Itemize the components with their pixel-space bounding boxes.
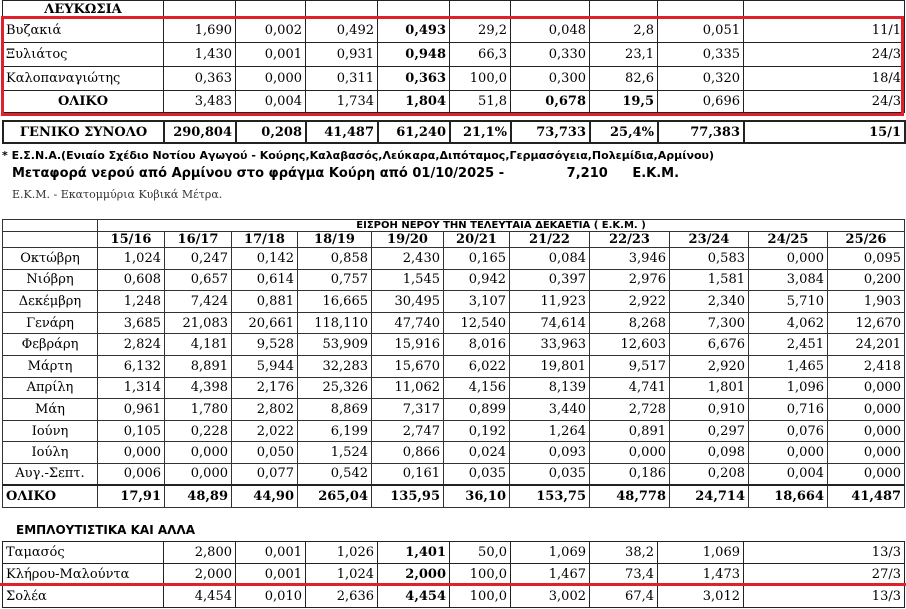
value-cell: 66,3 (450, 43, 511, 67)
value-cell: 1,096 (749, 377, 828, 399)
value-cell: 4,156 (444, 377, 510, 399)
value-cell: 2,176 (232, 377, 298, 399)
value-cell: 67,4 (590, 586, 658, 608)
value-cell: 61,240 (378, 121, 450, 143)
region-table (2, 0, 905, 113)
value-cell: 1,024 (306, 564, 378, 586)
value-cell: 0,000 (828, 442, 905, 464)
value-cell: 2,000 (164, 564, 236, 586)
value-cell: 100,0 (450, 586, 511, 608)
value-cell: 3,483 (164, 91, 236, 113)
value-cell: 2,451 (749, 334, 828, 356)
table-row (3, 399, 905, 421)
value-cell: 0,881 (232, 291, 298, 313)
value-cell: 25,326 (298, 377, 372, 399)
value-cell: 0,614 (232, 269, 298, 291)
value-cell: 0,192 (444, 420, 510, 442)
value-cell: 4,398 (165, 377, 232, 399)
value-cell: 73,733 (511, 121, 590, 143)
value-cell: 33,963 (510, 334, 590, 356)
table-row (3, 564, 905, 586)
month-label: Νιόβρη (3, 269, 98, 291)
value-cell: 4,062 (749, 312, 828, 334)
dam-name: Κλήρου-Μαλούντα (3, 564, 164, 586)
value-cell: 0,542 (298, 463, 372, 485)
value-cell: 51,8 (450, 91, 511, 113)
value-cell: 13/3 (744, 586, 905, 608)
value-cell: 24/3 (744, 43, 905, 67)
value-cell: 15,670 (372, 355, 444, 377)
year-header: 18/19 (298, 232, 372, 248)
value-cell: 0,105 (98, 420, 165, 442)
value-cell: 25,4% (590, 121, 658, 143)
value-cell: 9,528 (232, 334, 298, 356)
month-label: Ιούνη (3, 420, 98, 442)
value-cell: 0,024 (444, 442, 510, 464)
value-cell: 1,026 (306, 542, 378, 564)
dam-name: Ξυλιάτος (3, 43, 164, 67)
inflow-title-row (3, 220, 905, 232)
value-cell: 0,493 (378, 19, 450, 43)
value-cell: 0,000 (828, 463, 905, 485)
header-cell (450, 1, 511, 19)
value-cell: 41,487 (306, 121, 378, 143)
header-cell (164, 1, 236, 19)
value-cell: 13/3 (744, 542, 905, 564)
value-cell: 8,268 (590, 312, 670, 334)
value-cell: 0,320 (658, 67, 744, 91)
table-row (3, 542, 905, 564)
year-header: 25/26 (828, 232, 905, 248)
value-cell: 0,942 (444, 269, 510, 291)
value-cell: 0,093 (510, 442, 590, 464)
year-header: 24/25 (749, 232, 828, 248)
value-cell: 4,454 (164, 586, 236, 608)
value-cell: 0,608 (98, 269, 165, 291)
value-cell: 1,069 (511, 542, 590, 564)
value-cell: 1,401 (378, 542, 450, 564)
value-cell: 1,430 (164, 43, 236, 67)
value-cell: 11/1 (744, 19, 905, 43)
value-cell: 0,397 (510, 269, 590, 291)
value-cell: 290,804 (164, 121, 236, 143)
month-label: Οκτώβρη (3, 248, 98, 270)
value-cell: 2,920 (670, 355, 749, 377)
dam-name: Ταμασός (3, 542, 164, 564)
value-cell: 0,247 (165, 248, 232, 270)
value-cell: 41,487 (828, 485, 905, 507)
header-cell (236, 1, 306, 19)
month-label: Φεβράρη (3, 334, 98, 356)
value-cell: 19,5 (590, 91, 658, 113)
value-cell: 44,90 (232, 485, 298, 507)
value-cell: 32,283 (298, 355, 372, 377)
month-label: Μάη (3, 399, 98, 421)
value-cell: 2,800 (164, 542, 236, 564)
value-cell: 0,000 (590, 442, 670, 464)
year-header: 16/17 (165, 232, 232, 248)
dam-name: Σολέα (3, 586, 164, 608)
value-cell: 0,004 (236, 91, 306, 113)
value-cell: 73,4 (590, 564, 658, 586)
value-cell: 2,430 (372, 248, 444, 270)
value-cell: 4,741 (590, 377, 670, 399)
value-cell: 0,000 (98, 442, 165, 464)
table-row (3, 334, 905, 356)
month-label: Μάρτη (3, 355, 98, 377)
total-row (3, 91, 905, 113)
value-cell: 0,000 (828, 420, 905, 442)
value-cell: 7,300 (670, 312, 749, 334)
value-cell: 2,976 (590, 269, 670, 291)
transfer-unit: Ε.Κ.Μ. (632, 166, 680, 181)
value-cell: 4,181 (165, 334, 232, 356)
value-cell: 0,006 (98, 463, 165, 485)
value-cell: 48,778 (590, 485, 670, 507)
value-cell: 1,734 (306, 91, 378, 113)
value-cell: 0,076 (749, 420, 828, 442)
value-cell: 0,961 (98, 399, 165, 421)
value-cell: 1,465 (749, 355, 828, 377)
empty-cell (3, 220, 98, 232)
value-cell: 8,891 (165, 355, 232, 377)
table-row (3, 312, 905, 334)
value-cell: 1,545 (372, 269, 444, 291)
header-cell (378, 1, 450, 19)
table-row (3, 420, 905, 442)
value-cell: 0,330 (511, 43, 590, 67)
value-cell: 2,747 (372, 420, 444, 442)
header-cell (744, 1, 905, 19)
value-cell: 48,89 (165, 485, 232, 507)
value-cell: 0,186 (590, 463, 670, 485)
table-row (3, 463, 905, 485)
value-cell: 2,000 (378, 564, 450, 586)
value-cell: 1,690 (164, 19, 236, 43)
value-cell: 7,424 (165, 291, 232, 313)
table-row (3, 586, 905, 608)
value-cell: 12,603 (590, 334, 670, 356)
header-cell (658, 1, 744, 19)
units-note: Ε.Κ.Μ. - Εκατομμύρια Κυβικά Μέτρα. (12, 188, 223, 201)
value-cell: 0,035 (444, 463, 510, 485)
value-cell: 1,264 (510, 420, 590, 442)
value-cell: 0,858 (298, 248, 372, 270)
value-cell: 0,208 (670, 463, 749, 485)
year-header: 15/16 (98, 232, 165, 248)
value-cell: 2,340 (670, 291, 749, 313)
value-cell: 6,132 (98, 355, 165, 377)
inflow-table (2, 219, 905, 508)
value-cell: 50,0 (450, 542, 511, 564)
value-cell: 1,780 (165, 399, 232, 421)
empty-cell (3, 232, 98, 248)
table-row (3, 291, 905, 313)
value-cell: 0,000 (828, 399, 905, 421)
value-cell: 1,314 (98, 377, 165, 399)
value-cell: 0,300 (511, 67, 590, 91)
value-cell: 8,869 (298, 399, 372, 421)
value-cell: 0,657 (165, 269, 232, 291)
value-cell: 0,910 (670, 399, 749, 421)
value-cell: 2,636 (306, 586, 378, 608)
value-cell: 3,946 (590, 248, 670, 270)
value-cell: 0,678 (511, 91, 590, 113)
value-cell: 19,801 (510, 355, 590, 377)
month-label: Ιούλη (3, 442, 98, 464)
esna-note: * Ε.Σ.Ν.Α.(Ενιαίο Σχέδιο Νοτίου Αγωγού - Κούρης,Καλαβασός,Λεύκαρα,Διπόταμος,Γερμασόγεια,Πολεμίδια,Αρμίνου) (2, 149, 715, 162)
region-name: ΛΕΥΚΩΣΙΑ (3, 1, 164, 19)
value-cell: 29,2 (450, 19, 511, 43)
value-cell: 2,418 (828, 355, 905, 377)
value-cell: 15,916 (372, 334, 444, 356)
value-cell: 0,035 (510, 463, 590, 485)
value-cell: 0,077 (232, 463, 298, 485)
value-cell: 6,022 (444, 355, 510, 377)
value-cell: 5,710 (749, 291, 828, 313)
value-cell: 1,467 (511, 564, 590, 586)
inflow-title: ΕΙΣΡΟΗ ΝΕΡΟΥ ΤΗΝ ΤΕΛΕΥΤΑΙΑ ΔΕΚΑΕΤΙΑ ( Ε.Κ.Μ. ) (98, 220, 905, 232)
region-header-row (3, 1, 905, 19)
value-cell: 0,866 (372, 442, 444, 464)
grand-total-row (3, 121, 905, 143)
value-cell: 0,001 (236, 564, 306, 586)
value-cell: 15/1 (744, 121, 905, 143)
value-cell: 16,665 (298, 291, 372, 313)
value-cell: 11,923 (510, 291, 590, 313)
total-label: ΟΛΙΚΟ (3, 91, 164, 113)
table-row (3, 43, 905, 67)
value-cell: 24,201 (828, 334, 905, 356)
value-cell: 0,696 (658, 91, 744, 113)
value-cell: 0,000 (165, 463, 232, 485)
header-cell (590, 1, 658, 19)
years-row (3, 232, 905, 248)
value-cell: 38,2 (590, 542, 658, 564)
value-cell: 0,899 (444, 399, 510, 421)
value-cell: 2,922 (590, 291, 670, 313)
value-cell: 7,317 (372, 399, 444, 421)
value-cell: 6,199 (298, 420, 372, 442)
value-cell: 0,095 (828, 248, 905, 270)
value-cell: 18,664 (749, 485, 828, 507)
value-cell: 0,335 (658, 43, 744, 67)
header-cell (511, 1, 590, 19)
value-cell: 0,000 (749, 248, 828, 270)
value-cell: 0,050 (232, 442, 298, 464)
reservoir-table (2, 541, 905, 608)
value-cell: 23,1 (590, 43, 658, 67)
total-label: ΟΛΙΚΟ (3, 485, 98, 507)
value-cell: 1,024 (98, 248, 165, 270)
value-cell: 6,676 (670, 334, 749, 356)
value-cell: 0,757 (298, 269, 372, 291)
value-cell: 0,161 (372, 463, 444, 485)
table-row (3, 355, 905, 377)
transfer-line (12, 166, 679, 181)
value-cell: 0,142 (232, 248, 298, 270)
header-cell (306, 1, 378, 19)
value-cell: 0,084 (510, 248, 590, 270)
value-cell: 0,001 (236, 542, 306, 564)
value-cell: 2,8 (590, 19, 658, 43)
value-cell: 0,208 (236, 121, 306, 143)
value-cell: 36,10 (444, 485, 510, 507)
value-cell: 0,000 (165, 442, 232, 464)
value-cell: 0,001 (236, 43, 306, 67)
value-cell: 82,6 (590, 67, 658, 91)
value-cell: 3,685 (98, 312, 165, 334)
value-cell: 30,495 (372, 291, 444, 313)
value-cell: 0,891 (590, 420, 670, 442)
value-cell: 1,801 (670, 377, 749, 399)
value-cell: 17,91 (98, 485, 165, 507)
grand-total-table (2, 120, 906, 144)
value-cell: 0,363 (378, 67, 450, 91)
value-cell: 74,614 (510, 312, 590, 334)
value-cell: 21,1% (450, 121, 511, 143)
table-row (3, 442, 905, 464)
value-cell: 0,583 (670, 248, 749, 270)
value-cell: 0,000 (749, 442, 828, 464)
value-cell: 0,004 (749, 463, 828, 485)
value-cell: 18/4 (744, 67, 905, 91)
value-cell: 0,363 (164, 67, 236, 91)
value-cell: 8,016 (444, 334, 510, 356)
year-header: 20/21 (444, 232, 510, 248)
value-cell: 0,048 (511, 19, 590, 43)
value-cell: 1,069 (658, 542, 744, 564)
value-cell: 24,714 (670, 485, 749, 507)
value-cell: 0,492 (306, 19, 378, 43)
year-header: 21/22 (510, 232, 590, 248)
value-cell: 53,909 (298, 334, 372, 356)
value-cell: 100,0 (450, 564, 511, 586)
transfer-text: Μεταφορά νερού από Αρμίνου στο φράγμα Κούρη από 01/10/2025 - (12, 166, 505, 181)
value-cell: 2,022 (232, 420, 298, 442)
value-cell: 118,110 (298, 312, 372, 334)
value-cell: 135,95 (372, 485, 444, 507)
value-cell: 77,383 (658, 121, 744, 143)
inflow-total-row (3, 485, 905, 507)
value-cell: 8,139 (510, 377, 590, 399)
value-cell: 0,200 (828, 269, 905, 291)
value-cell: 1,903 (828, 291, 905, 313)
value-cell: 2,824 (98, 334, 165, 356)
value-cell: 9,517 (590, 355, 670, 377)
value-cell: 12,670 (828, 312, 905, 334)
value-cell: 2,802 (232, 399, 298, 421)
month-label: Απρίλη (3, 377, 98, 399)
table-row (3, 67, 905, 91)
value-cell: 0,010 (236, 586, 306, 608)
value-cell: 27/3 (744, 564, 905, 586)
value-cell: 0,931 (306, 43, 378, 67)
table-row (3, 269, 905, 291)
value-cell: 1,248 (98, 291, 165, 313)
value-cell: 0,948 (378, 43, 450, 67)
dam-name: Βυζακιά (3, 19, 164, 43)
value-cell: 24/3 (744, 91, 905, 113)
grand-total-label: ΓΕΝΙΚΟ ΣΥΝΟΛΟ (3, 121, 164, 143)
value-cell: 1,524 (298, 442, 372, 464)
value-cell: 3,012 (658, 586, 744, 608)
value-cell: 47,740 (372, 312, 444, 334)
bottom-section-header: ΕΜΠΛΟΥΤΙΣΤΙΚΑ ΚΑΙ ΑΛΛΑ (16, 523, 195, 537)
value-cell: 265,04 (298, 485, 372, 507)
value-cell: 0,228 (165, 420, 232, 442)
table-row (3, 19, 905, 43)
month-label: Αυγ.-Σεπτ. (3, 463, 98, 485)
year-header: 17/18 (232, 232, 298, 248)
value-cell: 0,002 (236, 19, 306, 43)
value-cell: 0,297 (670, 420, 749, 442)
month-label: Δεκέμβρη (3, 291, 98, 313)
table-row (3, 377, 905, 399)
dam-name: Καλοπαναγιώτης (3, 67, 164, 91)
value-cell: 1,581 (670, 269, 749, 291)
value-cell: 3,084 (749, 269, 828, 291)
value-cell: 5,944 (232, 355, 298, 377)
year-header: 19/20 (372, 232, 444, 248)
value-cell: 2,728 (590, 399, 670, 421)
value-cell: 1,473 (658, 564, 744, 586)
value-cell: 1,804 (378, 91, 450, 113)
value-cell: 11,062 (372, 377, 444, 399)
value-cell: 3,107 (444, 291, 510, 313)
year-header: 23/24 (670, 232, 749, 248)
value-cell: 3,002 (511, 586, 590, 608)
value-cell: 0,716 (749, 399, 828, 421)
value-cell: 0,051 (658, 19, 744, 43)
transfer-value: 7,210 (566, 166, 608, 181)
value-cell: 12,540 (444, 312, 510, 334)
value-cell: 0,165 (444, 248, 510, 270)
value-cell: 4,454 (378, 586, 450, 608)
value-cell: 153,75 (510, 485, 590, 507)
month-label: Γενάρη (3, 312, 98, 334)
value-cell: 20,661 (232, 312, 298, 334)
value-cell: 0,000 (236, 67, 306, 91)
value-cell: 3,440 (510, 399, 590, 421)
value-cell: 21,083 (165, 312, 232, 334)
value-cell: 100,0 (450, 67, 511, 91)
year-header: 22/23 (590, 232, 670, 248)
table-row (3, 248, 905, 270)
value-cell: 0,311 (306, 67, 378, 91)
value-cell: 0,098 (670, 442, 749, 464)
value-cell: 0,000 (828, 377, 905, 399)
